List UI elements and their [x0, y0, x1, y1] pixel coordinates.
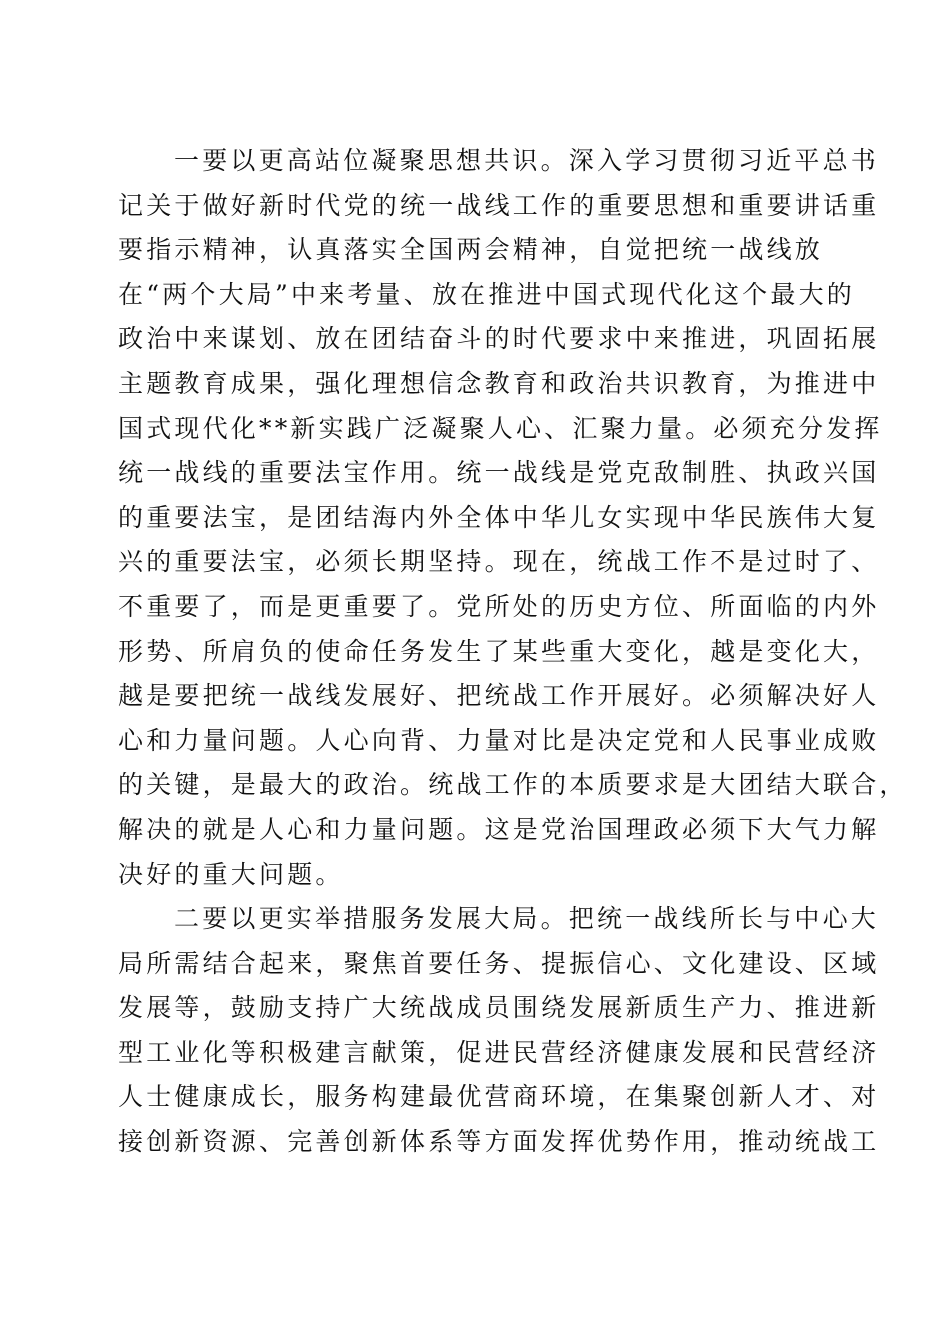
- paragraph-line: 发展等，鼓励支持广大统战成员围绕发展新质生产力、推进新: [118, 993, 880, 1023]
- paragraph-line: 统一战线的重要法宝作用。统一战线是党克敌制胜、执政兴国: [118, 458, 880, 488]
- paragraph-line: 在“两个大局”中来考量、放在推进中国式现代化这个最大的: [118, 279, 855, 309]
- paragraph-1: [118, 139, 908, 897]
- paragraph-line: 兴的重要法宝，必须长期坚持。现在，统战工作不是过时了、: [118, 547, 880, 577]
- paragraph-line: 决好的重大问题。: [118, 859, 344, 889]
- paragraph-line: 二要以更实举措服务发展大局。把统一战线所长与中心大: [174, 904, 880, 934]
- paragraph-line: 的重要法宝，是团结海内外全体中华儿女实现中华民族伟大复: [118, 502, 880, 532]
- paragraph-line: 接创新资源、完善创新体系等方面发挥优势作用，推动统战工: [118, 1127, 880, 1157]
- paragraph-line: 要指示精神，认真落实全国两会精神，自觉把统一战线放: [118, 235, 824, 265]
- paragraph-line: 型工业化等积极建言献策，促进民营经济健康发展和民营经济: [118, 1037, 880, 1067]
- paragraph-line: 形势、所肩负的使命任务发生了某些重大变化，越是变化大，: [118, 636, 880, 666]
- paragraph-line: 主题教育成果，强化理想信念教育和政治共识教育，为推进中: [118, 368, 880, 398]
- paragraph-line: 国式现代化**新实践广泛凝聚人心、汇聚力量。必须充分发挥: [118, 413, 883, 443]
- paragraph-line: 一要以更高站位凝聚思想共识。深入学习贯彻习近平总书: [174, 146, 880, 175]
- paragraph-line: 的关键，是最大的政治。统战工作的本质要求是大团结大联合，: [118, 770, 908, 800]
- paragraph-line: 人士健康成长，服务构建最优营商环境，在集聚创新人才、对: [118, 1082, 880, 1112]
- paragraph-2: [118, 897, 880, 1165]
- paragraph-line: 政治中来谋划、放在团结奋斗的时代要求中来推进，巩固拓展: [118, 324, 880, 354]
- paragraph-line: 越是要把统一战线发展好、把统战工作开展好。必须解决好人: [118, 681, 880, 711]
- document-body: [118, 139, 908, 1165]
- paragraph-line: 局所需结合起来，聚焦首要任务、提振信心、文化建设、区域: [118, 948, 880, 978]
- paragraph-line: 心和力量问题。人心向背、力量对比是决定党和人民事业成败: [118, 725, 880, 755]
- paragraph-line: 不重要了，而是更重要了。党所处的历史方位、所面临的内外: [118, 591, 880, 621]
- paragraph-line: 记关于做好新时代党的统一战线工作的重要思想和重要讲话重: [118, 190, 880, 220]
- paragraph-line: 解决的就是人心和力量问题。这是党治国理政必须下大气力解: [118, 814, 880, 844]
